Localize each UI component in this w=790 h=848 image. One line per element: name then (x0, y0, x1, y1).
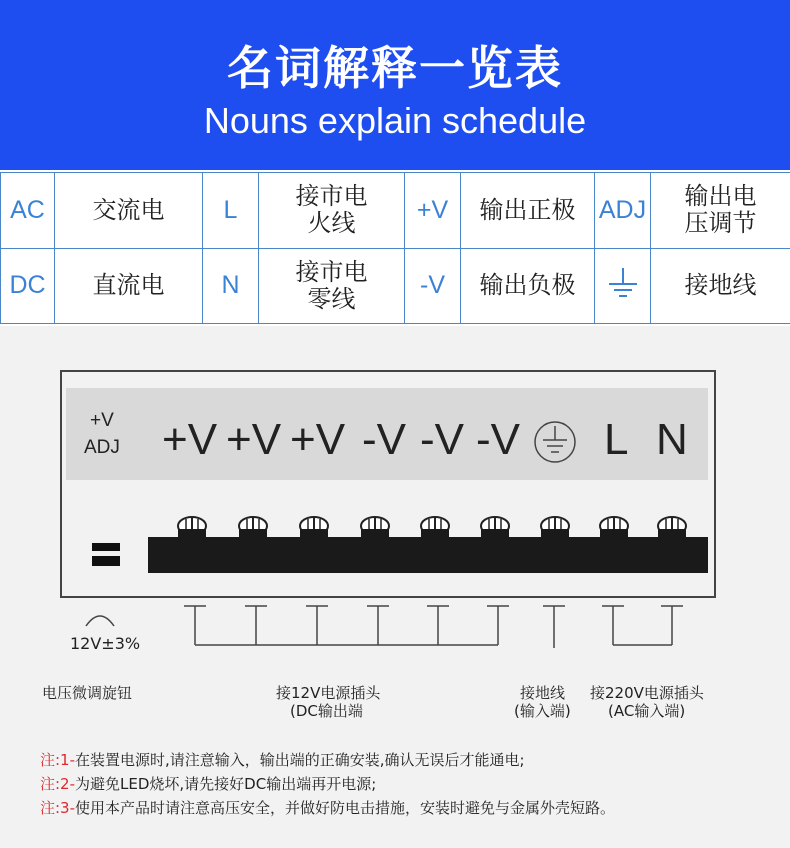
terminal-label: -V (476, 415, 520, 464)
ground-caption-sub: (输入端) (514, 702, 571, 720)
ground-caption: 接地线 (520, 684, 566, 702)
glossary-abbr: DC (1, 248, 55, 324)
glossary-abbr: ADJ (595, 173, 651, 249)
glossary-abbr: L (203, 173, 259, 249)
terminal-label: +V (226, 415, 282, 464)
note-item (40, 796, 760, 820)
note-item (40, 748, 760, 772)
note-text: 在装置电源时,请注意输入，输出端的正确安装,确认无误后才能通电; (75, 751, 525, 769)
note-prefix: 注:2- (40, 775, 76, 793)
glossary-meaning: 输出负极 (461, 248, 595, 324)
terminal-label: -V (362, 415, 406, 464)
note-text: 为避免LED烧坏,请先接好DC输出端再开电源; (75, 775, 377, 793)
terminal-label: N (656, 415, 688, 464)
terminal-label: +V (162, 415, 218, 464)
ac-caption-sub: (AC输入端) (608, 702, 686, 720)
terminal-label: +V (290, 415, 346, 464)
adj-v-label: +V (90, 410, 114, 431)
dc-caption-sub: (DC输出端 (290, 702, 363, 720)
page-title: 名词解释一览表 (227, 41, 563, 95)
note-prefix: 注:1- (40, 751, 76, 769)
dc-caption: 接12V电源插头 (276, 684, 381, 702)
glossary-abbr: -V (405, 248, 461, 324)
glossary-meaning: 直流电 (55, 248, 203, 324)
note-item (40, 772, 760, 796)
knob-value: 12V±3% (70, 634, 141, 653)
glossary-meaning-text: 输出电压调节 (684, 182, 757, 238)
note-prefix: 注:3- (40, 799, 76, 817)
glossary-abbr: +V (405, 173, 461, 249)
glossary-meaning-text: 接市电火线 (295, 182, 368, 238)
glossary-abbr: N (203, 248, 259, 324)
adj-label: ADJ (84, 437, 120, 458)
glossary-meaning: 交流电 (55, 173, 203, 249)
glossary-abbr: AC (1, 173, 55, 249)
glossary-meaning: 输出正极 (461, 173, 595, 249)
notes (40, 748, 760, 820)
knob-caption: 电压微调旋钮 (42, 684, 133, 702)
terminal-label: -V (420, 415, 464, 464)
note-text: 使用本产品时请注意高压安全，并做好防电击措施，安装时避免与金属外壳短路。 (75, 799, 616, 817)
page-subtitle: Nouns explain schedule (203, 100, 587, 141)
glossary-meaning: 接地线 (651, 248, 790, 324)
ac-caption: 接220V电源插头 (590, 684, 704, 702)
terminal-label: L (604, 415, 629, 464)
glossary-meaning-text: 接市电零线 (295, 257, 368, 313)
